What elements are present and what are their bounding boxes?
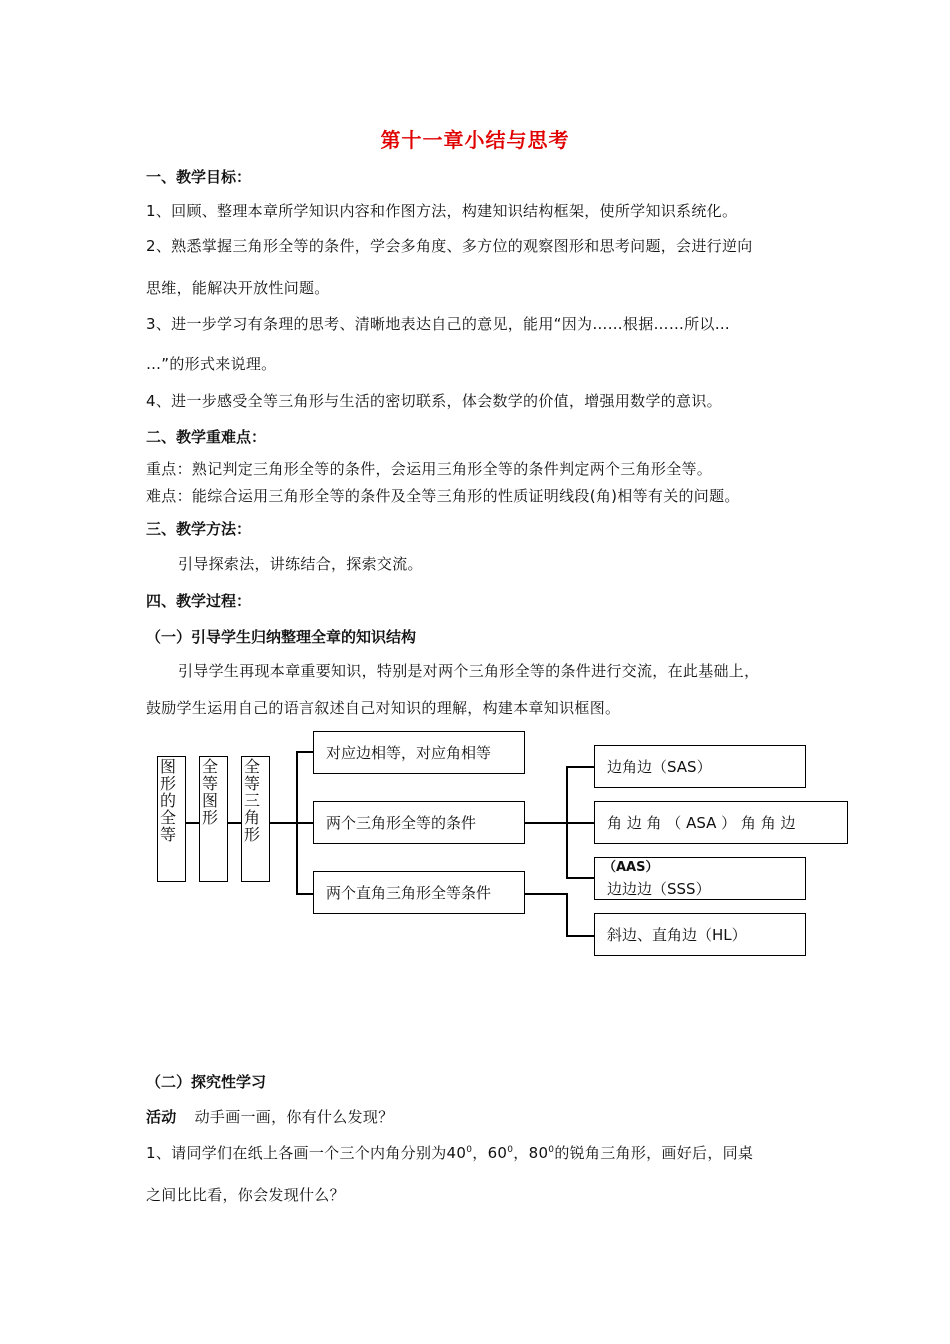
connector-line	[566, 822, 594, 824]
connector-line	[566, 766, 594, 768]
section-heading-process: 四、教学过程：	[146, 592, 252, 610]
goal-item: 2、熟悉掌握三角形全等的条件，学会多角度、多方位的观察图形和思考问题，会进行逆向	[146, 237, 753, 255]
box-congruent-figures: 全等图形	[199, 756, 228, 882]
difficult-point-text: 难点：能综合运用三角形全等的条件及全等三角形的性质证明线段(角)相等有关的问题。	[146, 487, 740, 505]
goal-item: 3、进一步学习有条理的思考、清晰地表达自己的意见，能用“因为……根据……所以…	[146, 315, 731, 333]
connector-line	[566, 935, 594, 937]
question-1-continuation: 之间比比看，你会发现什么？	[146, 1186, 345, 1204]
connector-line	[566, 877, 594, 879]
box-asa-aas: 角 边 角 （ ASA ） 角 角 边	[594, 801, 848, 844]
box-sss	[594, 857, 806, 900]
section-heading-methods: 三、教学方法：	[146, 520, 252, 538]
structure-text-continuation: 鼓励学生运用自己的语言叙述自己对知识的理解，构建本章知识框图。	[146, 699, 621, 717]
connector-line	[296, 822, 313, 824]
document-title: 第十一章小结与思考	[380, 128, 570, 152]
connector-line	[566, 893, 568, 936]
section-heading-key-points: 二、教学重难点：	[146, 428, 267, 446]
subsection-heading-exploration: （二）探究性学习	[146, 1073, 267, 1091]
goal-item-continuation: …”的形式来说理。	[146, 355, 277, 373]
structure-text: 引导学生再现本章重要知识，特别是对两个三角形全等的条件进行交流，在此基础上，	[178, 662, 760, 680]
connector-line	[270, 822, 297, 824]
box-figure-congruence: 图形的全等	[157, 756, 186, 882]
connector-line	[525, 893, 567, 895]
box-congruent-triangles: 全等三角形	[241, 756, 270, 882]
box-corresponding-equal: 对应边相等，对应角相等	[313, 731, 525, 774]
box-congruence-conditions: 两个三角形全等的条件	[313, 801, 525, 844]
goal-item-continuation: 思维，能解决开放性问题。	[146, 279, 330, 297]
box-sas: 边角边（SAS）	[594, 745, 806, 788]
section-heading-goals: 一、教学目标：	[146, 168, 252, 186]
box-right-triangle-conditions: 两个直角三角形全等条件	[313, 871, 525, 914]
activity-label: 活动	[146, 1108, 177, 1126]
subsection-heading-structure: （一）引导学生归纳整理全章的知识结构	[146, 628, 417, 646]
connector-line	[186, 822, 199, 824]
activity-text: 动手画一画，你有什么发现？	[194, 1108, 394, 1126]
connector-line	[296, 893, 313, 895]
goal-item: 1、回顾、整理本章所学知识内容和作图方法，构建知识结构框架，使所学知识系统化。	[146, 202, 738, 220]
aas-overflow-text: （AAS）	[603, 860, 659, 875]
goal-item: 4、进一步感受全等三角形与生活的密切联系，体会数学的价值，增强用数学的意识。	[146, 392, 722, 410]
sss-label: 边边边（SSS）	[607, 880, 711, 898]
connector-line	[525, 822, 567, 824]
question-1: 1、请同学们在纸上各画一个三个内角分别为$40^0$，$60^0$，$80^0$的锐角三角形，画好后，同桌	[146, 1144, 754, 1162]
key-point-text: 重点：熟记判定三角形全等的条件，会运用三角形全等的条件判定两个三角形全等。	[146, 460, 713, 478]
connector-line	[228, 822, 241, 824]
connector-line	[296, 751, 313, 753]
activity-line	[146, 1106, 394, 1127]
methods-text: 引导探索法，讲练结合，探索交流。	[178, 555, 423, 573]
box-hl: 斜边、直角边（HL）	[594, 913, 806, 956]
